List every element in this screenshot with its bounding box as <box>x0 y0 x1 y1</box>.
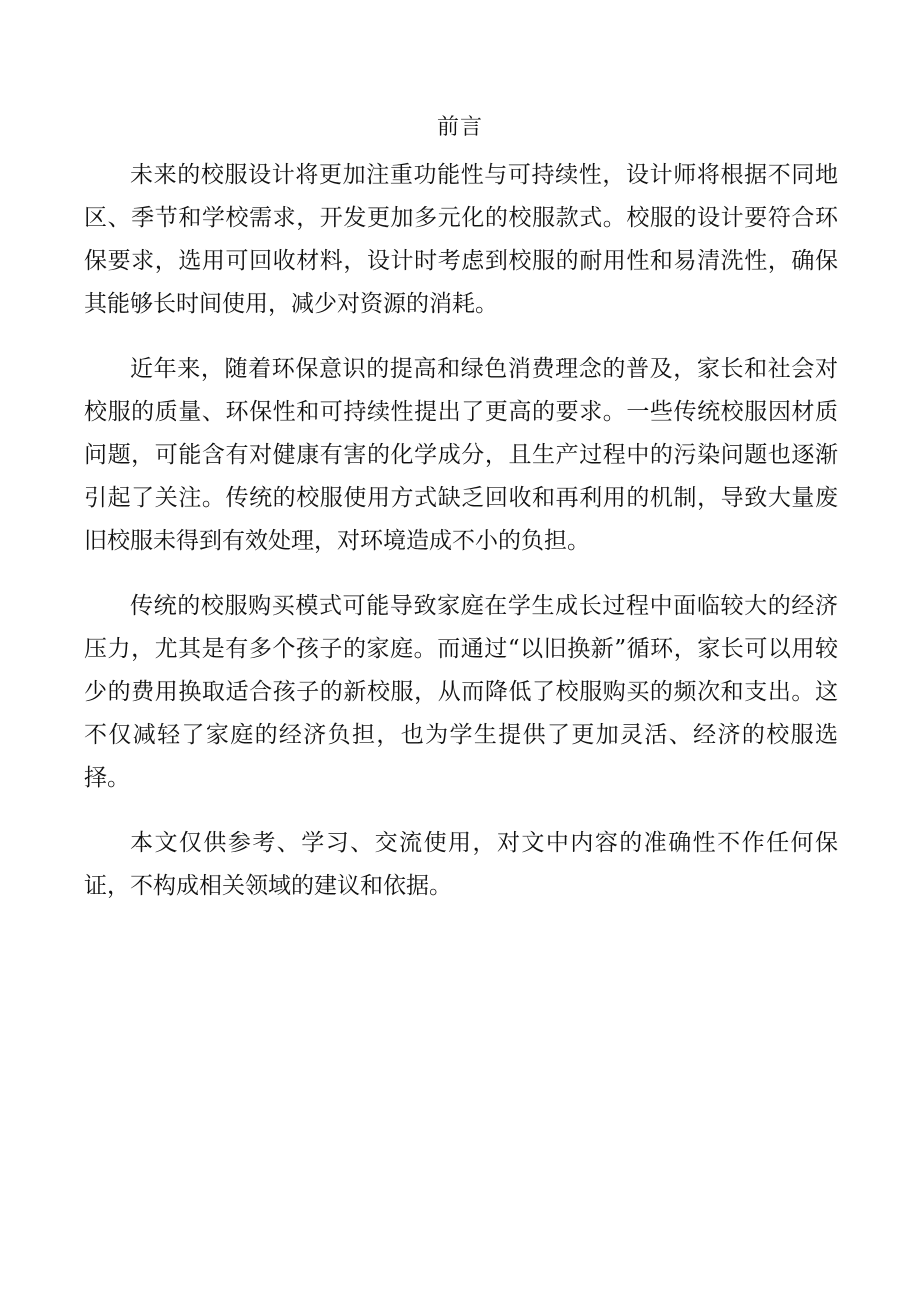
paragraph-3: 传统的校服购买模式可能导致家庭在学生成长过程中面临较大的经济压力，尤其是有多个孩子的家庭。而通过“以旧换新”循环，家长可以用较少的费用换取适合孩子的新校服，从而降低了校服购买的频次和支出。这不仅减轻了家庭的经济负担，也为学生提供了更加灵活、经济的校服选择。 <box>84 593 838 791</box>
page-title: 前言 <box>436 115 483 140</box>
document-body <box>84 154 838 930</box>
paragraph-2: 近年来，随着环保意识的提高和绿色消费理念的普及，家长和社会对校服的质量、环保性和可持续性提出了更高的要求。一些传统校服因材质问题，可能含有对健康有害的化学成分，且生产过程中的污染问题也逐渐引起了关注。传统的校服使用方式缺乏回收和再利用的机制，导致大量废旧校服未得到有效处理，对环境造成不小的负担。 <box>84 356 838 554</box>
paragraph-1: 未来的校服设计将更加注重功能性与可持续性，设计师将根据不同地区、季节和学校需求，开发更加多元化的校服款式。校服的设计要符合环保要求，选用可回收材料，设计时考虑到校服的耐用性和易清洗性，确保其能够长时间使用，减少对资源的消耗。 <box>84 162 838 317</box>
paragraph-4: 本文仅供参考、学习、交流使用，对文中内容的准确性不作任何保证，不构成相关领域的建议和依据。 <box>84 830 838 899</box>
